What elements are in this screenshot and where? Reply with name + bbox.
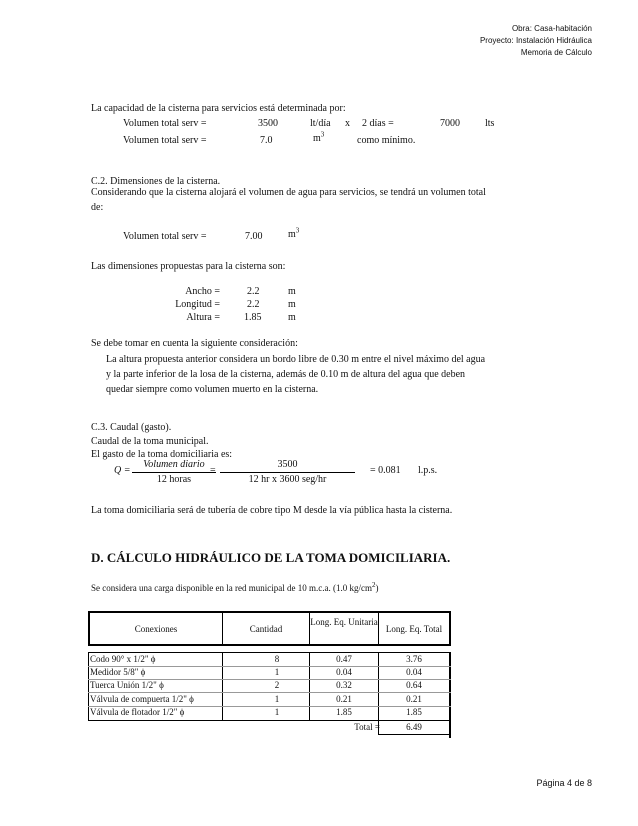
table-cell-quantity: 8	[274, 654, 280, 664]
volume-label: Volumen total serv =	[123, 231, 207, 242]
table-rule	[88, 720, 451, 721]
consideration-line: La altura propuesta anterior considera un bordo libre de 0.30 m entre el nivel máximo del agua	[106, 354, 486, 365]
table-rule	[88, 644, 451, 646]
dimension-height-unit: m	[288, 312, 296, 323]
dimension-width-value: 2.2	[247, 286, 260, 297]
consideration-text	[106, 352, 485, 397]
table-cell-unit-length: 1.85	[336, 707, 352, 717]
dimension-length-value: 2.2	[247, 299, 260, 310]
formula-equals: =	[210, 465, 216, 476]
table-cell-total-length: 0.64	[406, 680, 422, 690]
capacity-row2-value: 7.0	[260, 135, 273, 146]
capacity-row2-note: como mínimo.	[357, 135, 416, 146]
table-cell-total-length: 0.21	[406, 694, 422, 704]
supply-note: La toma domiciliaria será de tubería de cobre tipo M desde la vía pública hasta la cisterna.	[91, 505, 453, 516]
table-header-connections: Conexiones	[134, 624, 178, 634]
section-d-intro: Se considera una carga disponible en la red municipal de 10 m.c.a. (1.0 $kg/cm^2$)	[91, 581, 379, 593]
consideration-line: y la parte inferior de la losa de la cisterna, además de 0.10 m de altura del agua que deben	[106, 369, 466, 380]
header-work: Obra: Casa-habitación	[511, 24, 592, 33]
volume-value: 7.00	[245, 231, 263, 242]
capacity-row1-result-unit: lts	[485, 118, 495, 129]
section-c2-para-line2: de:	[91, 202, 104, 213]
dimensions-intro: Las dimensiones propuestas para la cisterna son:	[91, 261, 286, 272]
consideration-line: quedar siempre como volumen muerto en la cisterna.	[106, 384, 319, 395]
capacity-row1-value: 3500	[258, 118, 278, 129]
header-project: Proyecto: Instalación Hidráulica	[479, 36, 592, 45]
table-header-unit-length: Long. Eq. Unitaria	[310, 617, 378, 627]
table-cell-connection: Válvula de compuerta 1/2" ϕ	[90, 694, 194, 704]
table-cell-quantity: 1	[274, 694, 280, 704]
table-rule	[449, 611, 451, 646]
table-rule	[88, 652, 451, 653]
table-cell-unit-length: 0.32	[336, 680, 352, 690]
formula-numerator-value: 3500	[277, 459, 298, 470]
consideration-title: Se debe tomar en cuenta la siguiente consideración:	[91, 338, 298, 349]
table-cell-connection: Tuerca Unión 1/2" ϕ	[90, 680, 164, 690]
table-cell-total-length: 1.85	[406, 707, 422, 717]
table-cell-connection: Medidor 5/8" ϕ	[90, 667, 146, 677]
table-rule	[88, 692, 451, 693]
table-header-quantity: Cantidad	[249, 624, 283, 634]
formula-q: Q =	[114, 465, 131, 476]
table-cell-quantity: 2	[274, 680, 280, 690]
volume-unit: $m^3$	[288, 226, 300, 240]
table-rule	[449, 652, 451, 738]
formula-result: = 0.081	[370, 465, 401, 476]
formula-value-fraction-line	[220, 472, 355, 473]
section-c3-line2: El gasto de la toma domiciliaria es:	[91, 449, 233, 460]
document-header	[480, 23, 592, 59]
capacity-row1-days: 2 días =	[362, 118, 394, 129]
table-rule	[378, 734, 451, 735]
dimension-height-value: 1.85	[244, 312, 262, 323]
table-rule	[88, 611, 451, 613]
section-c2-title: C.2. Dimensiones de la cisterna.	[91, 176, 221, 187]
dimension-width-label: Ancho =	[185, 286, 220, 297]
formula-fraction-line	[132, 472, 216, 473]
table-cell-connection: Codo 90° x 1/2" ϕ	[90, 654, 156, 664]
table-cell-quantity: 1	[274, 667, 280, 677]
table-cell-total-length: 0.04	[406, 667, 422, 677]
capacity-row1-label: Volumen total serv =	[123, 118, 207, 129]
formula-result-unit: l.p.s.	[418, 465, 438, 476]
section-c2-para-line1: Considerando que la cisterna alojará el volumen de agua para servicios, se tendrá un volumen total	[91, 187, 486, 198]
dimension-height-label: Altura =	[186, 312, 220, 323]
capacity-row1-op: x	[345, 118, 350, 129]
table-total-value: 6.49	[406, 722, 422, 732]
formula-numerator: Volumen diario	[143, 459, 205, 470]
table-cell-total-length: 3.76	[406, 654, 422, 664]
capacity-row1-result: 7000	[440, 118, 460, 129]
capacity-row2-unit: $m^3$	[313, 130, 325, 144]
table-total-label: Total =	[354, 722, 380, 732]
section-d-title: D. CÁLCULO HIDRÁULICO DE LA TOMA DOMICILIARIA.	[91, 550, 451, 565]
table-rule	[88, 652, 89, 720]
capacity-row1-unit: lt/día	[310, 118, 331, 129]
table-cell-connection: Válvula de flotador 1/2" ϕ	[90, 707, 185, 717]
formula-denominator: 12 horas	[156, 474, 192, 485]
table-cell-quantity: 1	[274, 707, 280, 717]
formula-denominator-value: 12 hr x 3600 seg/hr	[248, 474, 327, 485]
capacity-row2-label: Volumen total serv =	[123, 135, 207, 146]
section-c3-title: C.3. Caudal (gasto).	[91, 422, 172, 433]
table-header-total-length: Long. Eq. Total	[385, 624, 443, 634]
table-cell-unit-length: 0.04	[336, 667, 352, 677]
dimension-length-unit: m	[288, 299, 296, 310]
dimension-length-label: Longitud =	[175, 299, 220, 310]
table-cell-unit-length: 0.21	[336, 694, 352, 704]
header-doc: Memoria de Cálculo	[520, 48, 592, 57]
page-number: Página 4 de 8	[536, 778, 592, 788]
table-cell-unit-length: 0.47	[336, 654, 352, 664]
section-c3-line1: Caudal de la toma municipal.	[91, 436, 209, 447]
capacity-intro: La capacidad de la cisterna para servicios está determinada por:	[91, 103, 346, 114]
dimension-width-unit: m	[288, 286, 296, 297]
